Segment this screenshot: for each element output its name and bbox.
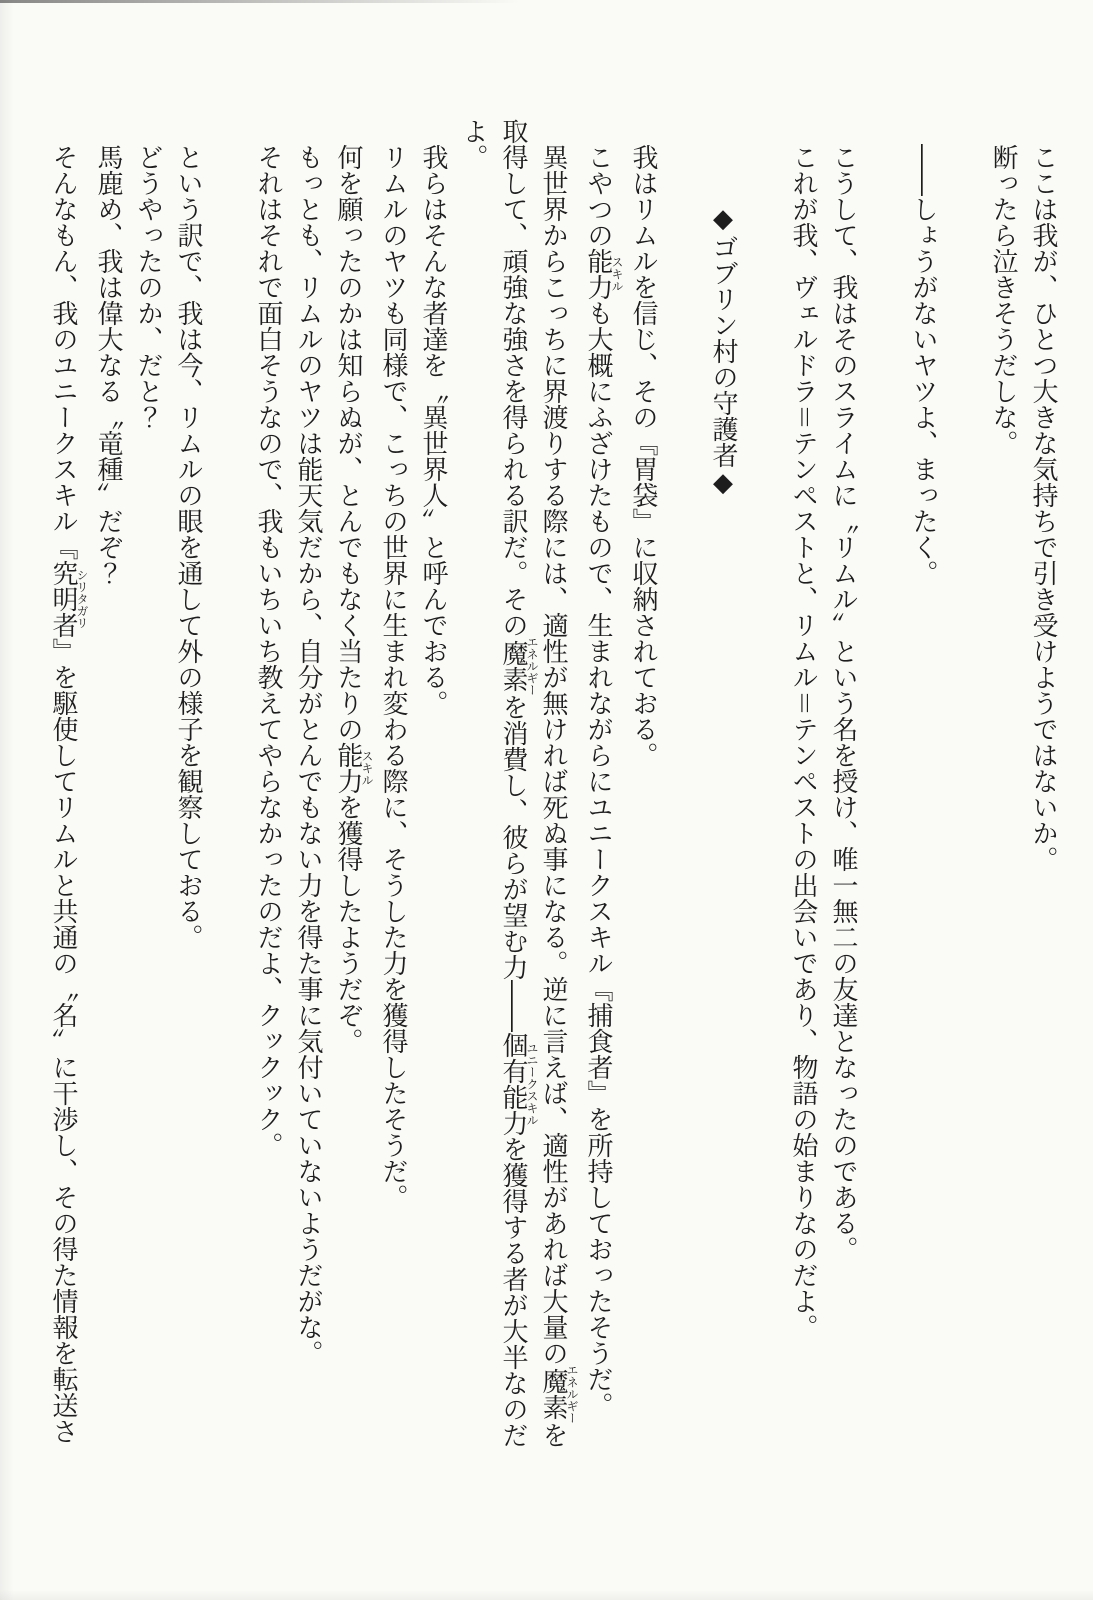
paragraph: それはそれで面白そうなので、我もいちいち教えてやらなかったのだよ、クックック。	[253, 144, 283, 1158]
paragraph: こうして、我はそのスライムに〝リムル〟という名を授け、唯一無二の友達となったのである。	[828, 144, 858, 1262]
blank-line	[743, 118, 783, 1470]
paragraph: そんなもん、我のユニークスキル『究明者シリタガリ』を駆使してリムルと共通の〝名〟に干渉し、その得た情報を転送さ	[48, 144, 89, 1444]
paragraph: 断ったら泣きそうだしな。	[988, 144, 1018, 456]
page-text	[43, 118, 1063, 1470]
paragraph: 何を願ったのかは知らぬが、とんでもなく当たりの能力スキルを獲得したようだぞ。	[333, 144, 374, 1054]
paragraph: ――しょうがないヤツよ、まったく。	[908, 144, 938, 586]
paragraph: ここは我が、ひとつ大きな気持ちで引き受けようではないか。	[1028, 144, 1058, 872]
paragraph: もっとも、リムルのヤツは能天気だから、自分がとんでもない力を得た事に気付いていないようだがな。	[293, 144, 323, 1366]
blank-line	[863, 118, 903, 1470]
furigana-term: 魔素エネルギー	[538, 1364, 579, 1424]
furigana-term: 魔素エネルギー	[498, 636, 539, 696]
furigana-term: 能力スキル	[333, 742, 374, 794]
blank-line	[943, 118, 983, 1470]
blank-line	[208, 118, 248, 1470]
paragraph: 我らはそんな者達を〝異世界人〟と呼んでおる。	[418, 144, 448, 716]
paragraph: という訳で、我は今、リムルの眼を通して外の様子を観察しておる。	[173, 144, 203, 950]
paragraph: 馬鹿め、我は偉大なる〝竜種〟だぞ？	[93, 144, 123, 586]
paragraph: 異世界からこっちに界渡りする際には、適性が無ければ死ぬ事になる。逆に言えば、適性があれば大量の魔素エネルギーを取得して、頑強な強さを得られる訳だ。その魔素エネルギーを消費し、彼らが望む力――個有能力ユニークスキルを獲得する者が大半なのだよ。	[458, 118, 579, 1448]
paragraph: どうやったのか、だと？	[133, 144, 163, 430]
furigana-term: 能力スキル	[583, 248, 624, 300]
paragraph: こやつの能力スキルも大概にふざけたもので、生まれながらにユニークスキル『捕食者』を所持しておったそうだ。	[583, 144, 624, 1418]
scan-edge-shadow-top	[0, 0, 520, 3]
section-heading: ◆ゴブリン村の守護者◆	[708, 203, 738, 498]
furigana-term: 究明者シリタガリ	[48, 560, 89, 638]
paragraph: これが我、ヴェルドラ＝テンペストと、リムル＝テンペストの出会いであり、物語の始まりなのだよ。	[788, 144, 818, 1340]
furigana-term: 個有能力ユニークスキル	[498, 1032, 539, 1136]
scan-edge-shadow-left	[0, 0, 14, 1600]
paragraph: リムルのヤツも同様で、こっちの世界に生まれ変わる際に、そうした力を獲得したそうだ。	[378, 144, 408, 1210]
scan-edge-shadow-bottom	[0, 1590, 1093, 1600]
paragraph: 我はリムルを信じ、その『胃袋』に収納されておる。	[628, 144, 658, 768]
blank-line	[663, 118, 703, 1470]
